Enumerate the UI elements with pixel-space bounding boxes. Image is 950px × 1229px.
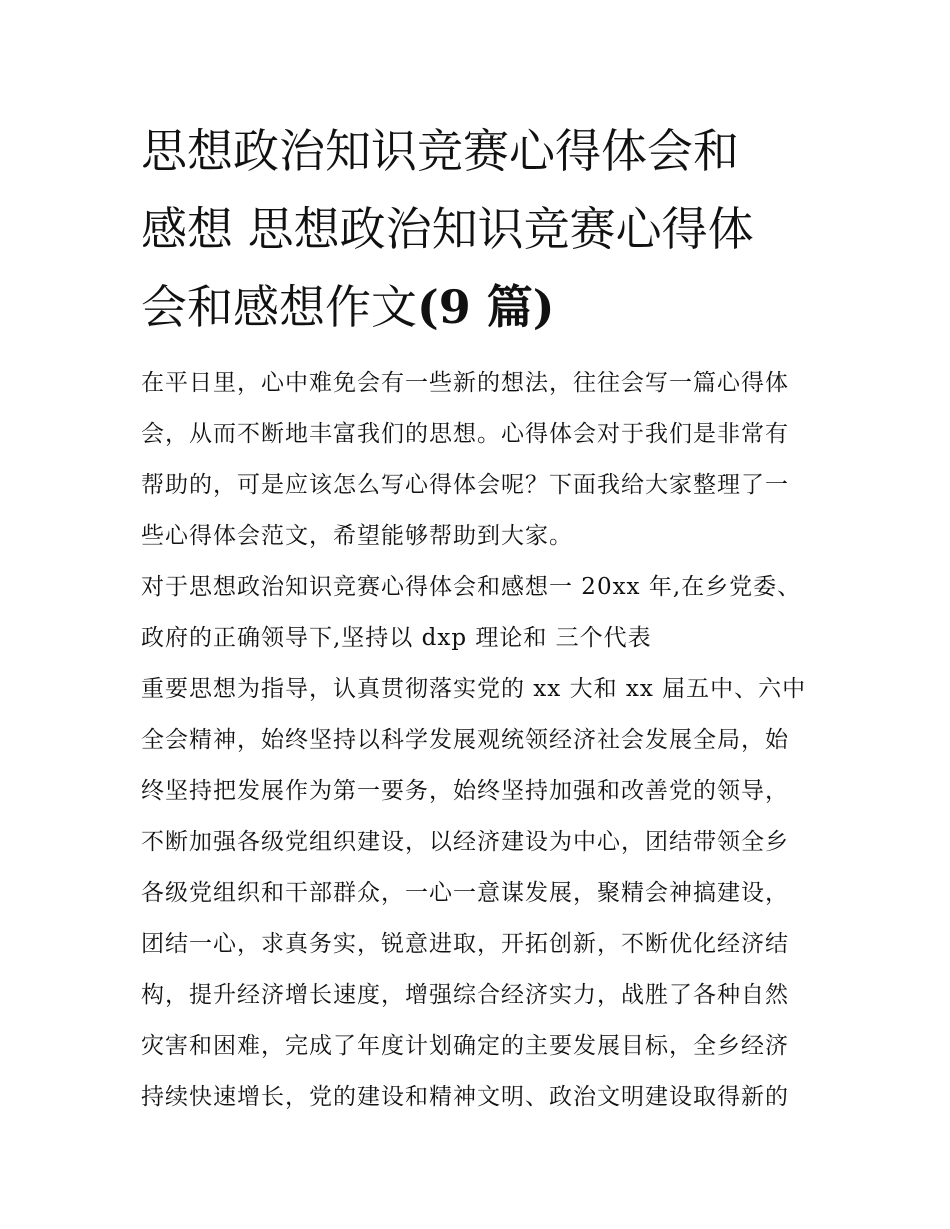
title-line-text: 会和感想作文 [141, 280, 417, 334]
title-line: 感想 思想政治知识竞赛心得体 [141, 202, 754, 256]
intro-line: 会，从而不断地丰富我们的思想。心得体会对于我们是非常有 [141, 421, 789, 447]
body-line: 灾害和困难，完成了年度计划确定的主要发展目标，全乡经济 [141, 1033, 789, 1059]
body-line: 终坚持把发展作为第一要务，始终坚持加强和改善党的领导， [141, 778, 789, 804]
intro-line: 些心得体会范文，希望能够帮助到大家。 [141, 523, 573, 549]
body-line: 对于思想政治知识竞赛心得体会和感想一 20xx 年,在乡党委、 [141, 574, 802, 600]
body-line: 团结一心，求真务实，锐意进取，开拓创新，不断优化经济结 [141, 931, 789, 957]
body-paragraph [141, 562, 813, 1123]
body-line: 持续快速增长，党的建设和精神文明、政治文明建设取得新的 [141, 1084, 789, 1110]
body-line: 重要思想为指导，认真贯彻落实党的 xx 大和 xx 届五中、六中 [141, 676, 807, 702]
title-line: 思想政治知识竞赛心得体会和 [141, 124, 739, 178]
body-line: 政府的正确领导下,坚持以 dxp 理论和 三个代表 [141, 625, 652, 651]
document-content [141, 112, 813, 1123]
body-line: 不断加强各级党组织建设，以经济建设为中心，团结带领全乡 [141, 829, 789, 855]
body-line: 全会精神，始终坚持以科学发展观统领经济社会发展全局，始 [141, 727, 789, 753]
title-line-final [141, 268, 813, 346]
body-line: 各级党组织和干部群众，一心一意谋发展，聚精会神搞建设， [141, 880, 789, 906]
intro-line: 帮助的，可是应该怎么写心得体会呢？下面我给大家整理了一 [141, 472, 789, 498]
intro-paragraph [141, 358, 813, 562]
document-title [141, 112, 813, 346]
title-count: (9 篇) [417, 280, 555, 334]
intro-line: 在平日里，心中难免会有一些新的想法，往往会写一篇心得体 [141, 370, 789, 396]
body-line: 构，提升经济增长速度，增强综合经济实力，战胜了各种自然 [141, 982, 789, 1008]
